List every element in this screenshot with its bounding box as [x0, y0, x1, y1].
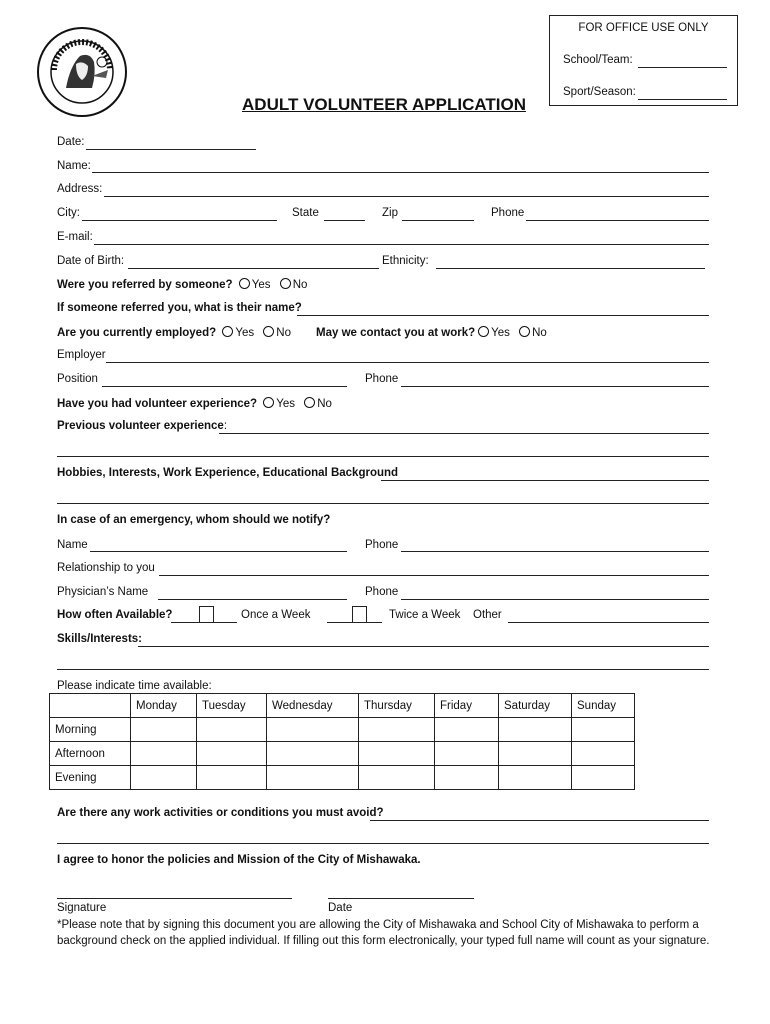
avoid-field[interactable]	[370, 820, 709, 821]
school-team-label: School/Team:	[563, 54, 633, 66]
city-field[interactable]	[82, 220, 277, 221]
vol-exp-no-radio[interactable]	[304, 397, 315, 408]
phys-phone-field[interactable]	[401, 599, 709, 600]
period-label: Afternoon	[50, 742, 131, 766]
day-header: Friday	[435, 694, 499, 718]
email-field[interactable]	[94, 244, 709, 245]
ethnicity-label: Ethnicity:	[382, 255, 429, 267]
address-label: Address:	[57, 183, 103, 195]
referred-no-label: No	[292, 279, 308, 291]
state-label: State	[292, 207, 319, 219]
avail-cell[interactable]	[131, 718, 197, 742]
relationship-field[interactable]	[159, 575, 709, 576]
position-field[interactable]	[102, 386, 347, 387]
avail-cell[interactable]	[197, 718, 267, 742]
contact-no-label: No	[532, 327, 547, 339]
avail-cell[interactable]	[359, 718, 435, 742]
time-avail-label: Please indicate time available:	[57, 680, 212, 692]
work-phone-field[interactable]	[401, 386, 709, 387]
page-title: ADULT VOLUNTEER APPLICATION	[242, 95, 526, 114]
date-field[interactable]	[86, 149, 256, 150]
avail-cell[interactable]	[359, 742, 435, 766]
day-header: Saturday	[499, 694, 572, 718]
other-field[interactable]	[508, 622, 709, 623]
name-label: Name:	[57, 160, 91, 172]
prev-vol-colon: :	[223, 420, 228, 432]
employed-no-label: No	[276, 327, 291, 339]
referred-question-text: Were you referred by someone?	[57, 279, 233, 291]
hobbies-field[interactable]	[381, 480, 709, 481]
em-phone-label: Phone	[365, 539, 399, 551]
vol-exp-no-label: No	[317, 398, 332, 410]
avail-cell[interactable]	[197, 766, 267, 790]
avail-cell[interactable]	[197, 742, 267, 766]
vol-exp-question-text: Have you had volunteer experience?	[57, 398, 258, 410]
avail-cell[interactable]	[435, 742, 499, 766]
contact-yes-radio[interactable]	[478, 326, 489, 337]
availability-table	[49, 693, 635, 790]
avail-cell[interactable]	[131, 766, 197, 790]
other-label: Other	[473, 609, 502, 621]
em-name-label: Name	[57, 539, 88, 551]
vol-exp-question	[57, 397, 332, 410]
agree-statement: I agree to honor the policies and Mission of the City of Mishawaka.	[57, 854, 421, 866]
hobbies-field-line2[interactable]	[57, 503, 709, 504]
avail-cell[interactable]	[435, 718, 499, 742]
skills-label: Skills/Interests:	[57, 633, 143, 645]
day-header: Thursday	[359, 694, 435, 718]
day-header: Wednesday	[267, 694, 359, 718]
city-label: City:	[57, 207, 80, 219]
signature-date-label: Date	[328, 902, 353, 914]
vol-exp-yes-radio[interactable]	[263, 397, 274, 408]
vol-exp-yes-label: Yes	[276, 398, 296, 410]
table-header-row	[50, 694, 635, 718]
date-label: Date:	[57, 136, 85, 148]
contact-work-question	[316, 326, 547, 339]
phys-phone-label: Phone	[365, 586, 399, 598]
once-week-checkbox[interactable]	[199, 606, 214, 623]
avoid-label: Are there any work activities or conditions you must avoid?	[57, 807, 384, 819]
employed-yes-label: Yes	[235, 327, 255, 339]
background-check-note: *Please note that by signing this document you are allowing the City of Mishawaka and School City of Mishawaka to perform a background check on the applied individual. If filling out this form electronically, your typed full name will count as your signature.	[57, 919, 710, 947]
office-use-title: FOR OFFICE USE ONLY	[578, 22, 709, 34]
contact-yes-label: Yes	[491, 327, 510, 339]
em-phone-field[interactable]	[401, 551, 709, 552]
avail-cell[interactable]	[267, 742, 359, 766]
emergency-heading: In case of an emergency, whom should we notify?	[57, 514, 331, 526]
physician-label: Physician’s Name	[57, 586, 149, 598]
table-row	[50, 742, 635, 766]
twice-week-checkbox[interactable]	[352, 606, 367, 623]
signature-label: Signature	[57, 902, 107, 914]
avail-cell[interactable]	[572, 766, 635, 790]
referred-no-radio[interactable]	[280, 278, 291, 289]
office-use-box	[549, 15, 738, 106]
signature-date-field[interactable]	[328, 898, 474, 899]
how-often-label: How often Available?	[57, 609, 173, 621]
avail-cell[interactable]	[267, 766, 359, 790]
hobbies-label: Hobbies, Interests, Work Experience, Educational Background	[57, 467, 399, 479]
avail-cell[interactable]	[499, 718, 572, 742]
period-label: Evening	[50, 766, 131, 790]
phone-field[interactable]	[526, 220, 709, 221]
prev-vol-field[interactable]	[219, 433, 709, 434]
referred-question	[57, 278, 307, 291]
referred-name-field[interactable]	[297, 315, 709, 316]
relationship-label: Relationship to you	[57, 562, 155, 574]
avail-cell[interactable]	[359, 766, 435, 790]
signature-field[interactable]	[57, 898, 292, 899]
avail-cell[interactable]	[499, 766, 572, 790]
day-header: Monday	[131, 694, 197, 718]
phone-label: Phone	[491, 207, 525, 219]
school-team-field[interactable]	[638, 67, 727, 68]
referred-yes-label: Yes	[251, 279, 271, 291]
avail-cell[interactable]	[131, 742, 197, 766]
state-field[interactable]	[324, 220, 365, 221]
avail-cell[interactable]	[499, 742, 572, 766]
work-phone-label: Phone	[365, 373, 399, 385]
name-field[interactable]	[92, 172, 709, 173]
twice-week-label: Twice a Week	[389, 609, 461, 621]
dob-field[interactable]	[128, 268, 379, 269]
email-label: E-mail:	[57, 231, 93, 243]
contact-no-radio[interactable]	[519, 326, 530, 337]
sport-season-label: Sport/Season:	[563, 86, 636, 98]
employed-no-radio[interactable]	[263, 326, 274, 337]
employed-question	[57, 326, 291, 339]
period-label: Morning	[50, 718, 131, 742]
table-row	[50, 766, 635, 790]
prev-vol-field-line2[interactable]	[57, 456, 709, 457]
avail-cell[interactable]	[267, 718, 359, 742]
employer-label: Employer	[57, 349, 106, 361]
table-corner	[50, 694, 131, 718]
day-header: Tuesday	[197, 694, 267, 718]
prev-vol-label-text: Previous volunteer experience	[57, 420, 224, 432]
skills-field-line2[interactable]	[57, 669, 709, 670]
position-label: Position	[57, 373, 98, 385]
skills-field[interactable]	[138, 646, 709, 647]
avoid-field-line2[interactable]	[57, 843, 709, 844]
dob-label: Date of Birth:	[57, 255, 125, 267]
avail-cell[interactable]	[572, 742, 635, 766]
zip-label: Zip	[382, 207, 398, 219]
avail-cell[interactable]	[435, 766, 499, 790]
once-week-label: Once a Week	[241, 609, 311, 621]
referred-yes-radio[interactable]	[239, 278, 250, 289]
employer-field[interactable]	[106, 362, 709, 363]
employed-yes-radio[interactable]	[222, 326, 233, 337]
employed-question-text: Are you currently employed?	[57, 327, 217, 339]
avail-cell[interactable]	[572, 718, 635, 742]
zip-field[interactable]	[402, 220, 474, 221]
physician-field[interactable]	[158, 599, 347, 600]
ethnicity-field[interactable]	[436, 268, 705, 269]
em-name-field[interactable]	[90, 551, 347, 552]
table-row	[50, 718, 635, 742]
day-header: Sunday	[572, 694, 635, 718]
prev-vol-label	[57, 420, 227, 432]
contact-work-question-text: May we contact you at work?	[316, 327, 476, 339]
address-field[interactable]	[104, 196, 709, 197]
referred-name-label: If someone referred you, what is their name?	[57, 302, 302, 314]
